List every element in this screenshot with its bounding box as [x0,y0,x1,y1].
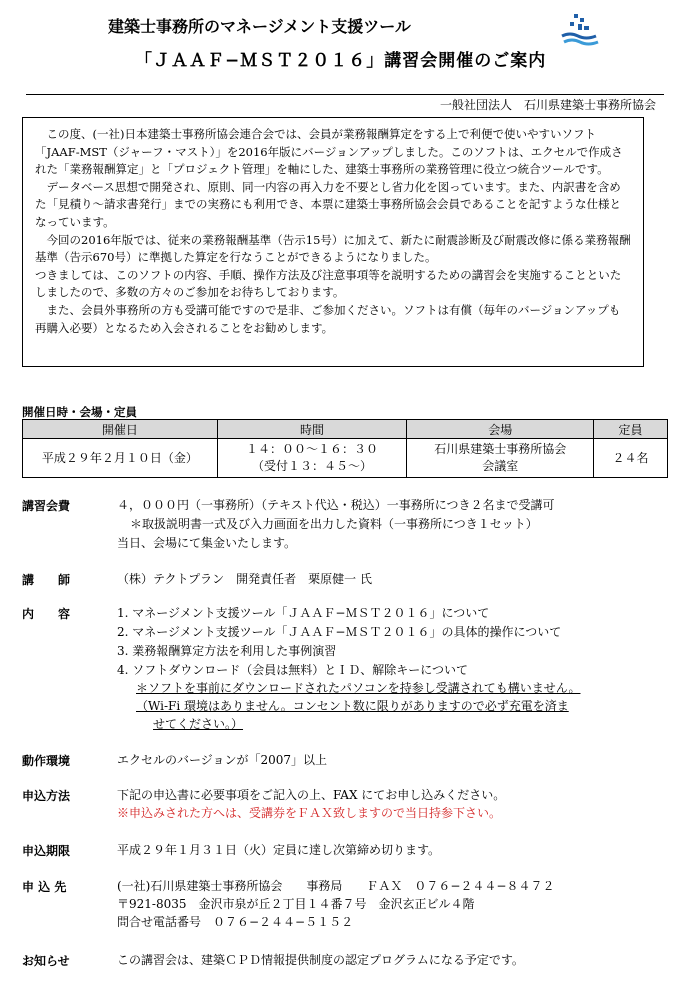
intro-box [22,117,644,367]
schedule-table [22,419,668,478]
content-label: 内 容 [22,607,71,621]
lecturer-label: 講 師 [22,573,71,587]
intro-paragraph: 今回の2016年版では、従来の業務報酬基準（告示15号）に加えて、新たに耐震診断及び耐震改修に係る業務報酬基準（告示670号）に準拠した算定を行なうことができるようになりました。 [35,232,631,265]
cell-venue [407,439,594,478]
reception-time: （受付１３：４５〜） [252,459,373,473]
content-note-2: （Wi-Fi 環境はありません。コンセント数に限りがありますので必ず充電を済ま [136,699,569,713]
fee-label: 講習会費 [22,499,71,513]
cell-capacity: ２４名 [594,439,668,478]
venue-room: 会議室 [482,459,519,473]
time-range: １４：００〜１６：３０ [246,442,379,456]
apply-to-line-2: 〒921‐8035 金沢市泉が丘２丁目１４番７号 金沢玄正ビル４階 [117,897,475,911]
intro-paragraph: この度、(一社)日本建築士事務所協会連合会では、会員が業務報酬算定をする上で利便で使いやすいソフト「JAAF‐MST（ジャーフ・マスト）」を2016年版にバージョンアップしました。このソフトは、エクセルで作成された「業務報酬算定」と「プロジェクト管理」を軸にした、建築士事務所の業務管理に役立つ統合ツールです。 [35,127,623,177]
apply-to-line-3: 問合せ電話番号 ０７６−２４４−５１５２ [117,915,354,929]
apply-method-line-2: ※申込みされた方へは、受講券をＦＡＸ致しますので当日持参下さい。 [117,806,502,820]
title-line-1: 建築士事務所のマネージメント支援ツール [108,17,411,36]
intro-paragraph: また、会員外事務所の方も受講可能ですので是非、ご参加ください。ソフトは有償（毎年のバージョンアップも再購入必要）となるため入会されることをお勧めします。 [35,302,621,335]
notice-label: お知らせ [22,954,70,968]
apply-to-label: 申 込 先 [22,880,67,894]
title-line-2: 「ＪＡＡＦ−ＭＳＴ２０１６」講習会開催のご案内 [135,51,547,71]
deadline-label: 申込期限 [22,844,71,858]
intro-paragraph: データベース思想で開発され、原則、同一内容の再入力を不要とし省力化を図っています。また、内訳書を含めた「見積り〜請求書発行」までの実務にも利用でき、本票に建築士事務所協会会員であることを記すような仕様となっています。 [35,179,622,229]
col-header-time: 時間 [217,420,407,439]
header-divider [26,94,664,95]
schedule-heading: 開催日時・会場・定員 [22,405,137,419]
apply-to-line-1: (一社)石川県建築士事務所協会 事務局 ＦＡＸ ０７６−２４４−８４７２ [117,879,555,893]
environment-value: エクセルのバージョンが「2007」以上 [117,753,328,767]
content-item: 3. 業務報酬算定方法を利用した事例演習 [117,644,337,658]
intro-paragraph: つきましては、このソフトの内容、手順、操作方法及び注意事項等を説明するための講習会を実施することといたしましたので、多数の方々のご参加をお待ちしております。 [35,267,622,300]
content-note-1: ＊ソフトを事前にダウンロードされたパソコンを持参し受講されても構いません。 [136,681,581,695]
apply-method-label: 申込方法 [22,789,71,803]
content-item: 2. マネージメント支援ツール「ＪＡＡＦ−ＭＳＴ２０１６」の具体的操作について [117,625,562,639]
cell-date: 平成２９年２月１０日（金） [23,439,218,478]
content-note-3: せてください。） [153,717,244,731]
content-item: 1. マネージメント支援ツール「ＪＡＡＦ−ＭＳＴ２０１６」について [117,606,490,620]
venue-name: 石川県建築士事務所協会 [434,442,567,456]
fee-line-3: 当日、会場にて集金いたします。 [117,536,297,550]
association-logo-icon [560,12,600,48]
fee-line-1: ４，０００円（一事務所）（テキスト代込・税込）一事務所につき２名まで受講可 [117,498,555,512]
deadline-value: 平成２９年１月３１日（火）定員に達し次第締め切ります。 [117,843,441,857]
environment-label: 動作環境 [22,754,71,768]
notice-value: この講習会は、建築ＣＰＤ情報提供制度の認定プログラムになる予定です。 [117,953,524,967]
fee-line-2: ＊取扱説明書一式及び入力画面を出力した資料（一事務所につき１セット） [130,517,538,531]
cell-time [217,439,407,478]
col-header-date: 開催日 [23,420,218,439]
content-item: 4. ソフトダウンロード（会員は無料）とＩＤ、解除キーについて [117,663,469,677]
apply-method-line-1: 下記の申込書に必要事項をご記入の上、FAX にてお申し込みください。 [117,788,506,802]
lecturer-value: （株）テクトプラン 開発責任者 栗原健一 氏 [117,572,372,586]
col-header-capacity: 定員 [594,420,668,439]
organizer: 一般社団法人 石川県建築士事務所協会 [439,98,656,112]
col-header-venue: 会場 [407,420,594,439]
